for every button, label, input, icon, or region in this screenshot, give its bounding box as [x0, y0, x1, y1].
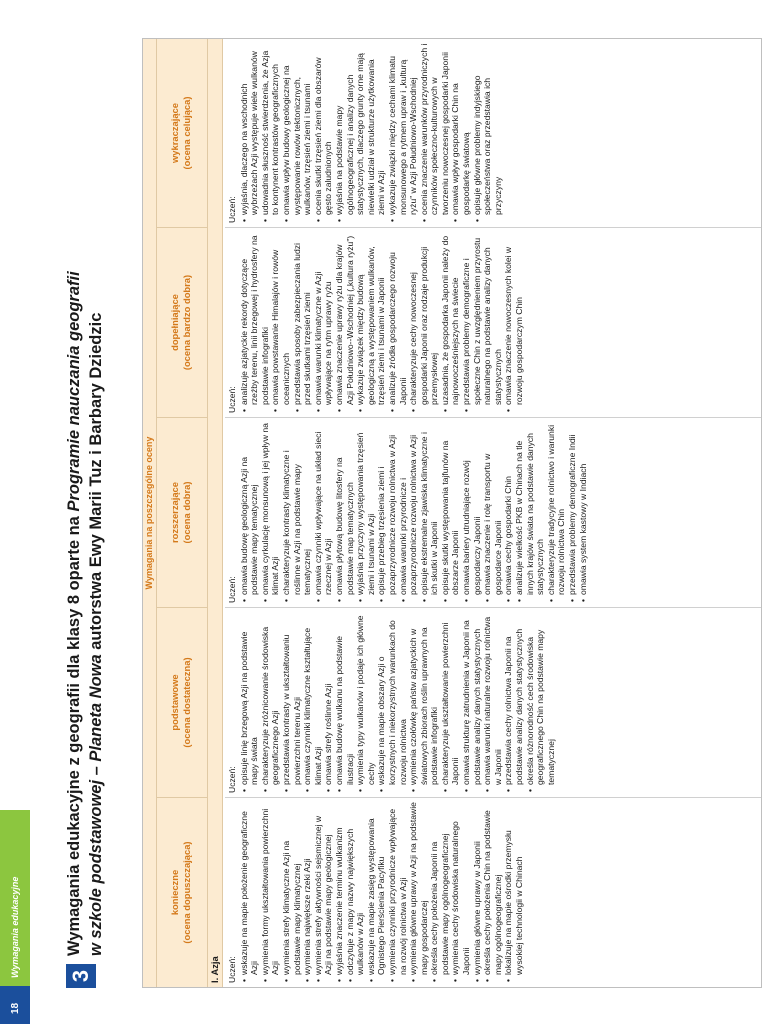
page-title-line-2: w szkole podstawowej – Planeta Nowa autorstwa Ewy Marii Tuz i Barbary Dziedzic — [87, 312, 105, 956]
requirement-item: • omawia cechy gospodarki Chin — [503, 422, 514, 595]
requirement-item: • opisuje ekstremalne zjawiska klimatyczne i ich skutki w Japonii — [419, 422, 440, 595]
cell-podstawowe — [225, 607, 761, 797]
requirement-item: • omawia wpływ gospodarki Chin na gospodarkę światową — [450, 43, 471, 215]
requirement-item: • określa cechy położenia Japonii na podstawie mapy ogólnogeograficznej — [429, 802, 450, 975]
requirement-item: • omawia budowę wulkanu na podstawie ilustracji — [334, 612, 355, 785]
requirement-item: • określa cechy położenia Chin na podstawie mapy ogólnogeograficznej — [482, 802, 503, 975]
requirement-item: • opisuje linię brzegową Azji na podstawie mapy świata — [239, 612, 260, 785]
requirement-item: • wykazuje związek między budową geologiczną a występowaniem wulkanów, trzęsień ziemi i tsunami w Japonii — [355, 232, 387, 405]
requirement-item: • wymienia formy ukształtowania powierzchni Azji — [260, 802, 281, 975]
requirement-item: • wymienia czynniki przyrodnicze wpływające na rozwój rolnictwa w Azji — [387, 802, 408, 975]
section-row — [207, 39, 223, 987]
requirement-item: • wymienia główne uprawy w Azji na podstawie mapy gospodarczej — [408, 802, 429, 975]
requirement-item: • omawia znaczenie uprawy ryżu dla krajów Azji Południowo--Wschodniej („kultura ryżu”) — [334, 232, 355, 405]
requirement-item: • omawia wpływ budowy geologicznej na występowanie rowów tektonicznych, wulkanów, trzęsień ziemi i tsunami — [281, 43, 313, 215]
requirement-item: • określa różnorodność cech środowiska geograficznego Chin na podstawie mapy tematycznej — [525, 612, 557, 785]
column-header-wykraczajace: wykraczające (ocena celująca) — [157, 39, 207, 227]
section-label: I. Azja — [209, 956, 220, 983]
requirement-item: • ocenia znaczenie warunków przyrodniczych i czynników społeczno-kulturowych w tworzeniu nowoczesnej gospodarki Japonii — [419, 43, 451, 215]
requirement-item: • ocenia skutki trzęsień ziemi dla obszarów gęsto zaludnionych — [313, 43, 334, 215]
requirement-item: • opisuje przebieg trzęsienia ziemi i pozaprzyrodnicze rozwoju rolnictwa w Azji — [376, 422, 397, 595]
page-number: 18 — [10, 1002, 21, 1014]
page-margin-bar — [0, 0, 30, 1024]
requirement-item: • charakteryzuje cechy nowoczesnej gospodarki Japonii oraz rodzaje produkcji przemysłowej — [408, 232, 440, 405]
requirements-list — [239, 232, 525, 413]
page-header — [62, 38, 132, 988]
requirement-item: • przedstawia sposoby zabezpieczania ludzi przed skutkami trzęsień ziemi — [292, 232, 313, 405]
requirement-item: • przedstawia kontrasty w ukształtowaniu powierzchni terenu Azji — [281, 612, 302, 785]
requirement-item: • analizuje źródła gospodarczego rozwoju Japonii — [387, 232, 408, 405]
sidebar-label: Wymagania edukacyjne — [10, 876, 20, 978]
requirement-item: • opisuje główne problemy indyjskiego społeczeństwa oraz przedstawia ich przyczyny — [472, 43, 504, 215]
cell-wykraczajace — [225, 39, 761, 227]
cell-lead: Uczeń: — [227, 386, 237, 413]
requirement-item: • wymienia strefy aktywności sejsmicznej w Azji na podstawie mapy geologicznej — [313, 802, 334, 975]
requirement-item: • wymienia typy wulkanów i podaje ich główne cechy — [355, 612, 376, 785]
requirements-list — [239, 802, 525, 983]
requirement-item: • wskazuje na mapie zasięg występowania Ognistego Pierścienia Pacyfiku — [366, 802, 387, 975]
requirement-item: • wyjaśnia przyczyny występowania trzęsień ziemi i tsunami w Azji — [355, 422, 376, 595]
requirement-item: • omawia cyrkulację monsunową i jej wpływ na klimat Azji — [260, 422, 281, 595]
cell-konieczne — [225, 797, 761, 987]
requirement-item: • przedstawia problemy demograficzne i społeczne Chin z uwzględnieniem przyrostu naturalnego na podstawie analizy danych statystycznych — [461, 232, 503, 405]
requirement-item: • wykazuje związki między cechami klimatu monsunowego a rytmem upraw i „kulturą ryżu” w Azji Południowo-Wschodniej — [387, 43, 419, 215]
requirement-item: • omawia bariery utrudniające rozwój gospodarczy Japonii — [461, 422, 482, 595]
requirement-item: • charakteryzuje tradycyjne rolnictwo i warunki rozwoju rolnictwa Chin — [546, 422, 567, 595]
column-header-podstawowe: podstawowe (ocena dostateczna) — [157, 607, 207, 797]
requirement-item: • wskazuje na mapie położenie geograficzne Azji — [239, 802, 260, 975]
requirement-item: • omawia strefy roślinne Azji — [323, 612, 334, 785]
cell-lead: Uczeń: — [227, 196, 237, 223]
requirement-item: • wymienia strefy klimatyczne Azji na podstawie mapy klimatycznej — [281, 802, 302, 975]
requirement-item: • wymienia cechy środowiska naturalnego Japonii — [450, 802, 471, 975]
requirements-list — [239, 43, 504, 223]
column-header-konieczne: konieczne (ocena dopuszczająca) — [157, 797, 207, 987]
cell-lead: Uczeń: — [227, 576, 237, 603]
requirement-item: • opisuje skutki występowania tajfunów na obszarze Japonii — [440, 422, 461, 595]
cell-lead: Uczeń: — [227, 766, 237, 793]
requirement-item: • omawia znaczenie i rolę transportu w gospodarce Japonii — [482, 422, 503, 595]
cell-dopelniajace — [225, 227, 761, 417]
requirement-item: • charakteryzuje kontrasty klimatyczne i roślinne w Azji na podstawie mapy tematycznej — [281, 422, 313, 595]
requirement-item: • odczytuje z mapy nazwy największych wulkanów w Azji — [345, 802, 366, 975]
requirement-item: • omawia płytową budowę litosfery na podstawie map tematycznych — [334, 422, 355, 595]
requirement-item: • omawia warunki przyrodnicze i pozaprzyrodnicze rozwoju rolnictwa w Azji — [398, 422, 419, 595]
table-band-header — [143, 39, 157, 987]
cell-lead: Uczeń: — [227, 956, 237, 983]
page-title-line-1: Wymagania edukacyjne z geografii dla klasy 8 oparte na Programie nauczania geografii — [65, 271, 83, 956]
cell-rozszerzajace — [225, 417, 761, 607]
column-header-dopelniajace: dopełniające (ocena bardzo dobra) — [157, 227, 207, 417]
requirement-item: • charakteryzuje zróżnicowanie środowiska geograficznego Azji — [260, 612, 281, 785]
rotated-page-content — [62, 38, 762, 988]
band-label: Wymagania na poszczególne oceny — [144, 436, 154, 590]
requirement-item: • omawia znaczenie nowoczesnych kolei w rozwoju gospodarczym Chin — [503, 232, 524, 405]
requirement-item: • przedstawia problemy demograficzne Indii — [567, 422, 578, 595]
requirement-item: • wymienia główne uprawy w Japonii — [472, 802, 483, 975]
requirement-item: • wskazuje na mapie obszary Azji o korzystnych i niekorzystnych warunkach do rozwoju rolnictwa — [376, 612, 408, 785]
requirement-item: • wyjaśnia znaczenie terminu wulkanizm — [334, 802, 345, 975]
requirements-list — [239, 612, 557, 793]
requirement-item: • omawia strukturę zatrudnienia w Japonii na podstawie analizy danych statystycznych — [461, 612, 482, 785]
requirement-item: • udowadnia słuszność stwierdzenia, że Azja to kontynent kontrastów geograficznych — [260, 43, 281, 215]
requirements-table — [142, 38, 762, 988]
requirements-list — [239, 422, 589, 603]
column-header-rozszerzajace: rozszerzające (ocena dobra) — [157, 417, 207, 607]
requirement-item: • analizuje wielkość PKB w Chinach na tle innych krajów świata na podstawie danych statystycznych — [514, 422, 546, 595]
requirement-item: • uzasadnia, że gospodarka Japonii należy do najnowocześniejszych na świecie — [440, 232, 461, 405]
requirement-item: • omawia czynniki wpływające na układ sieci rzecznej w Azji — [313, 422, 334, 595]
requirement-item: • wymienia największe rzeki Azji — [302, 802, 313, 975]
requirement-item: • charakteryzuje ukształtowanie powierzchni Japonii — [440, 612, 461, 785]
requirement-item: • wyjaśnia na podstawie mapy ogólnogeograficznej i analizy danych statystycznych, dlaczego grunty orne mają niewielki udział w strukturze użytkowania ziemi w Azji — [334, 43, 387, 215]
requirement-item: • omawia system kastowy w Indiach — [578, 422, 589, 595]
requirement-item: • omawia warunki naturalne rozwoju rolnictwa w Japonii — [482, 612, 503, 785]
requirement-item: • przedstawia cechy rolnictwa Japonii na podstawie analizy danych statystycznych — [503, 612, 524, 785]
requirement-item: • wymienia czołówkę państw azjatyckich w światowych zbiorach roślin uprawnych na podstawie infografiki — [408, 612, 440, 785]
requirement-item: • omawia powstawanie Himalajów i rowów oceanicznych — [270, 232, 291, 405]
requirement-item: • omawia warunki klimatyczne w Azji wpływające na rytm uprawy ryżu — [313, 232, 334, 405]
requirement-item: • omawia budowę geologiczną Azji na podstawie mapy tematycznej — [239, 422, 260, 595]
requirement-item: • analizuje azjatyckie rekordy dotyczące rzeźby terenu, linii brzegowej i hydrosfery na podstawie infografiki — [239, 232, 271, 405]
requirement-item: • lokalizuje na mapie ośrodki przemysłu wysokiej technologii w Chinach — [503, 802, 524, 975]
section-number-badge: 3 — [66, 964, 96, 988]
requirement-item: • wyjaśnia, dlaczego na wschodnich wybrzeżach Azji występuje wiele wulkanów — [239, 43, 260, 215]
requirement-item: • omawia czynniki klimatyczne kształtujące klimat Azji — [302, 612, 323, 785]
